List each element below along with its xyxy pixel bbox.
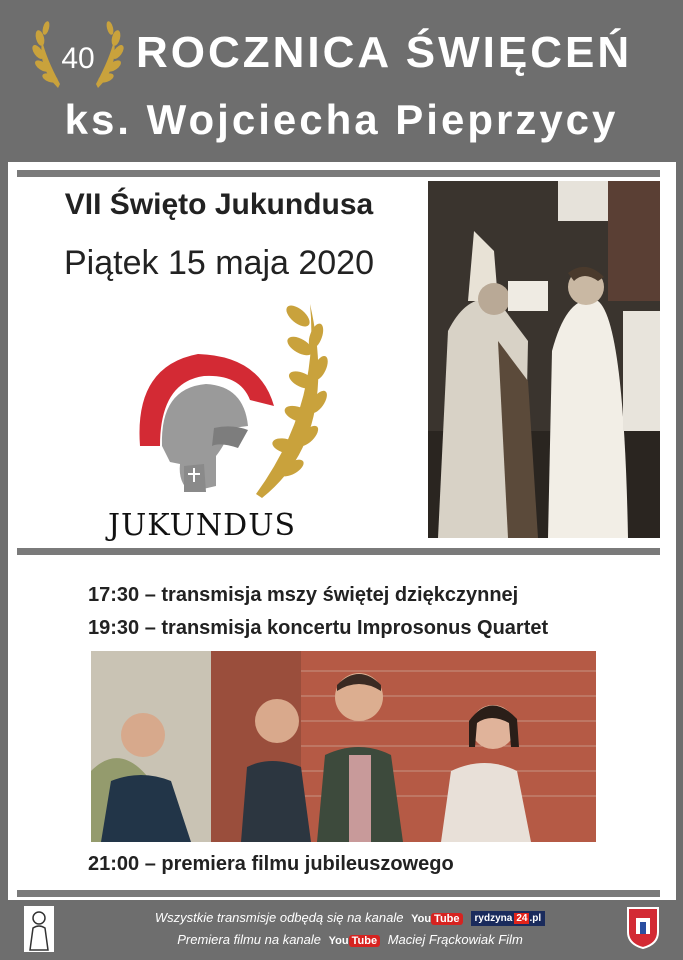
title-line2: ks. Wojciecha Pieprzycy [64, 96, 619, 143]
divider-bottom [17, 890, 660, 897]
footer-line1 [140, 910, 560, 926]
rydzyna24-channel-link[interactable]: rydzyna 24 .pl [471, 911, 546, 926]
band-photo [91, 651, 596, 842]
footer-line2-channel[interactable]: Maciej Frąckowiak Film [387, 932, 523, 947]
header [0, 0, 683, 160]
event-date: Piątek 15 maja 2020 [64, 244, 374, 282]
anniversary-number: 40 [61, 42, 95, 75]
footer-line1-text: Wszystkie transmisje odbędą się na kanale [154, 910, 404, 925]
logo-wordmark: JUKUNDUS [108, 508, 297, 543]
divider-top [17, 170, 660, 177]
saint-emblem-icon [24, 906, 54, 952]
footer-line2 [140, 932, 560, 947]
event-title: VII Święto Jukundusa [64, 188, 374, 221]
divider-middle [17, 548, 660, 555]
laurel-wreath-icon [30, 18, 126, 92]
coat-of-arms-icon [626, 906, 660, 950]
title-line1: ROCZNICA ŚWIĘCEŃ [136, 28, 633, 77]
schedule-item-premiere: 21:00 – premiera filmu jubileuszowego [88, 853, 454, 875]
footer [0, 902, 683, 960]
schedule-item-concert: 19:30 – transmisja koncertu Improsonus Quartet [88, 617, 549, 639]
youtube-logo-2[interactable]: You Tube [329, 935, 380, 947]
youtube-logo[interactable]: You Tube [411, 913, 462, 925]
footer-line2-text: Premiera filmu na kanale [177, 932, 322, 947]
schedule-item-mass: 17:30 – transmisja mszy świętej dziękczynnej [88, 584, 519, 606]
ordination-photo [428, 181, 660, 538]
roman-helmet-icon [139, 354, 274, 492]
